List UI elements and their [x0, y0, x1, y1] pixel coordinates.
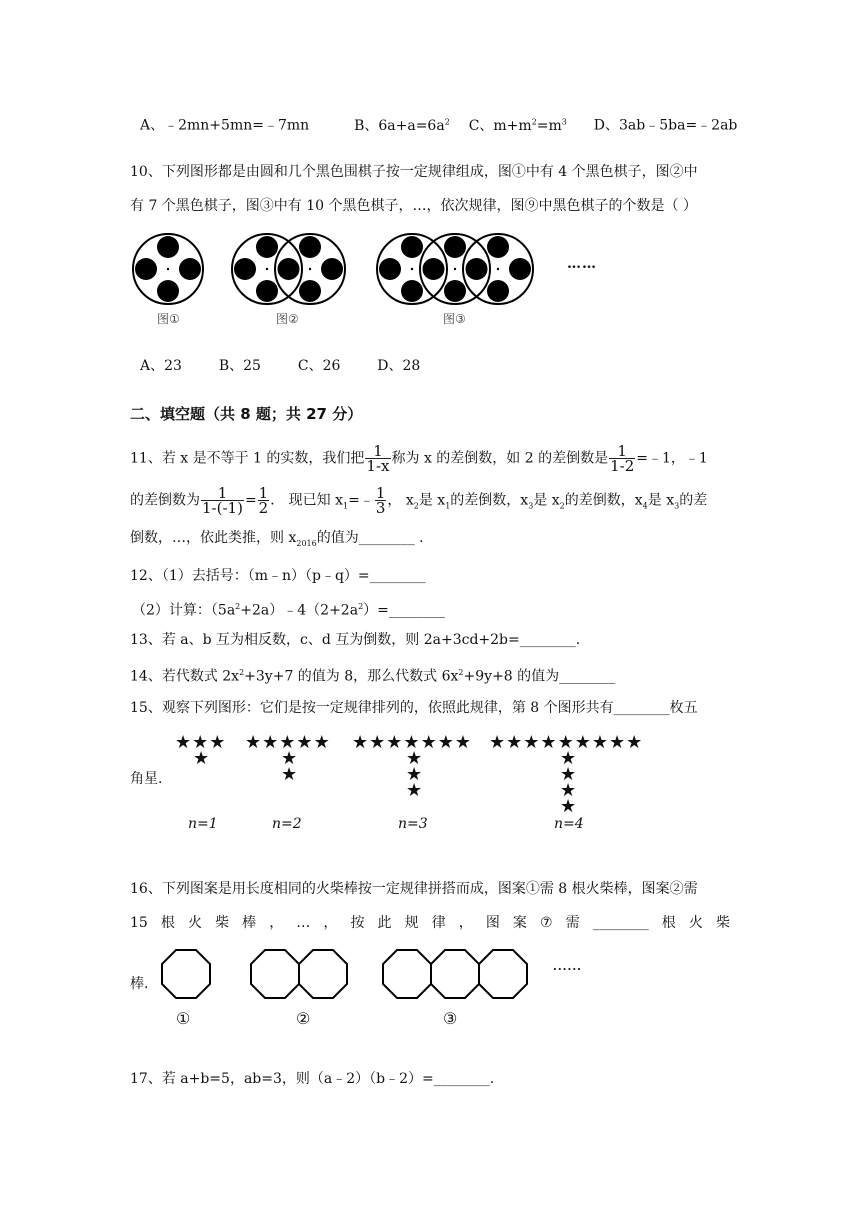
- star-row: ★★★★★: [245, 732, 331, 753]
- q10-line1: 10、下列图形都是由圆和几个黑色围棋子按一定规律组成，图①中有 4 个黑色棋子，图②中: [130, 164, 698, 180]
- star-row: ★★★: [175, 732, 227, 753]
- q11-line1: 11、若 x 是不等于 1 的实数，我们把 $\frac{1}{1-x}$ 称为 x 的差倒数，如 2 的差倒数是 $\frac{1}{1-2}$ =﹣1，﹣1: [130, 442, 708, 475]
- star-column: ★ ★: [281, 748, 299, 785]
- go-figure-1: [133, 234, 203, 304]
- q16-line1: 16、下列图案是用长度相同的火柴棒按一定规律拼搭而成，图案①需 8 根火柴棒，图案②需: [130, 881, 698, 897]
- q10-option-d: D、28: [377, 358, 421, 374]
- q13-line: 13、若 a、b 互为相反数，c、d 互为倒数，则 2a+3cd+2b=________.: [130, 632, 581, 648]
- q16-caption-3: ③: [443, 1009, 458, 1028]
- q10-option-c: C、26: [297, 358, 341, 374]
- go-figure-2: [232, 234, 345, 304]
- fraction-1-over-1-minus-2: $\frac{1}{1-2}$: [610, 442, 635, 475]
- q12-line2: （2）计算：$(5a^2+2a)﹣4(2+2a^2)=\_\_\_\_\_\_\_\_$: [132, 602, 445, 619]
- star-column: ★ ★ ★ ★: [560, 748, 578, 817]
- q10-option-b: B、25: [218, 358, 261, 374]
- q14-line: 14、若代数式 $2x^2+3y+7$ 的值为 8，那么代数式 $6x^2+9y+8$ 的值为________: [130, 668, 616, 685]
- star-label-3: n=3: [398, 816, 428, 832]
- octagon-pattern-2: [251, 950, 347, 998]
- fraction-1-over-3: $\frac{1}{3}$: [375, 484, 386, 517]
- q9-option-d: D、3ab﹣5ba=﹣2ab: [593, 117, 738, 134]
- fraction-1-over-2: $\frac{1}{2}$: [258, 484, 269, 517]
- q9-option-c: C、$m+m^2=m^3$: [468, 117, 567, 134]
- star-row: ★★★★★★★: [352, 732, 472, 753]
- q15-line2: 角星.: [130, 771, 163, 787]
- q10-caption-1: 图①: [157, 312, 180, 326]
- q15-line1: 15、观察下列图形：它们是按一定规律排列的，依照此规律，第 8 个图形共有________枚五: [130, 700, 698, 716]
- section-heading: 二、填空题（共 8 题；共 27 分）: [130, 405, 363, 423]
- star-label-4: n=4: [554, 816, 584, 832]
- star-row: ★★★★★★★★★: [489, 732, 644, 753]
- star-column: ★: [193, 748, 211, 769]
- star-column: ★ ★ ★: [406, 748, 424, 801]
- go-figure-3: [377, 234, 533, 304]
- q16-line3: 棒.: [130, 976, 149, 992]
- q10-figure: [125, 228, 625, 310]
- octagon-pattern-3: [383, 950, 527, 998]
- q16-ellipsis: ......: [553, 960, 582, 973]
- q10-options: [140, 356, 420, 376]
- q10-ellipsis: ……: [567, 256, 597, 272]
- q10-line2: 有 7 个黑色棋子，图③中有 10 个黑色棋子，…，依次规律，图⑨中黑色棋子的个数是（ ）: [130, 198, 697, 214]
- q16-caption-2: ②: [296, 1009, 311, 1028]
- q11-line3: 倒数，…，依此类推，则 $x_{2016}$的值为________ .: [130, 530, 424, 548]
- q16-line2: 15 根 火 柴 棒 ， … ， 按 此 规 律 ， 图 案 ⑦ 需 ________ 根 火 柴: [130, 915, 730, 931]
- q10-caption-2: 图②: [276, 312, 299, 326]
- q9-option-b: B、$6a+a=6a^2$: [354, 117, 450, 134]
- q16-caption-1: ①: [176, 1009, 191, 1028]
- octagon-pattern-1: [162, 950, 210, 998]
- star-label-1: n=1: [188, 816, 218, 832]
- star-label-2: n=2: [272, 816, 302, 832]
- q17-line: 17、若 a+b=5，ab=3，则（a﹣2）（b﹣2）=________.: [130, 1071, 495, 1087]
- q12-line1: 12、（1）去括号：（m﹣n）（p﹣q）=________: [130, 568, 426, 584]
- q9-options: [140, 112, 737, 136]
- fraction-1-over-1-minus-neg1: $\frac{1}{1-(-1)}$: [202, 484, 243, 517]
- q9-option-a: A、﹣2mn+5mn=﹣7mn: [140, 117, 310, 134]
- q11-line2: 的差倒数为 $\frac{1}{1-(-1)}$ = $\frac{1}{2}$ ． 现已知 $x_1=﹣$ $\frac{1}{3}$ ， $x_2$是 $x_1$的差倒数，$x_3$是 $x_2$的差倒数，$x_4$是 $x_3$的差: [130, 484, 708, 517]
- q10-caption-3: 图③: [443, 312, 466, 326]
- q16-figure: [150, 940, 550, 1008]
- fraction-1-over-1-minus-x: $\frac{1}{1-x}$: [366, 442, 390, 475]
- q10-option-a: A、23: [140, 358, 182, 374]
